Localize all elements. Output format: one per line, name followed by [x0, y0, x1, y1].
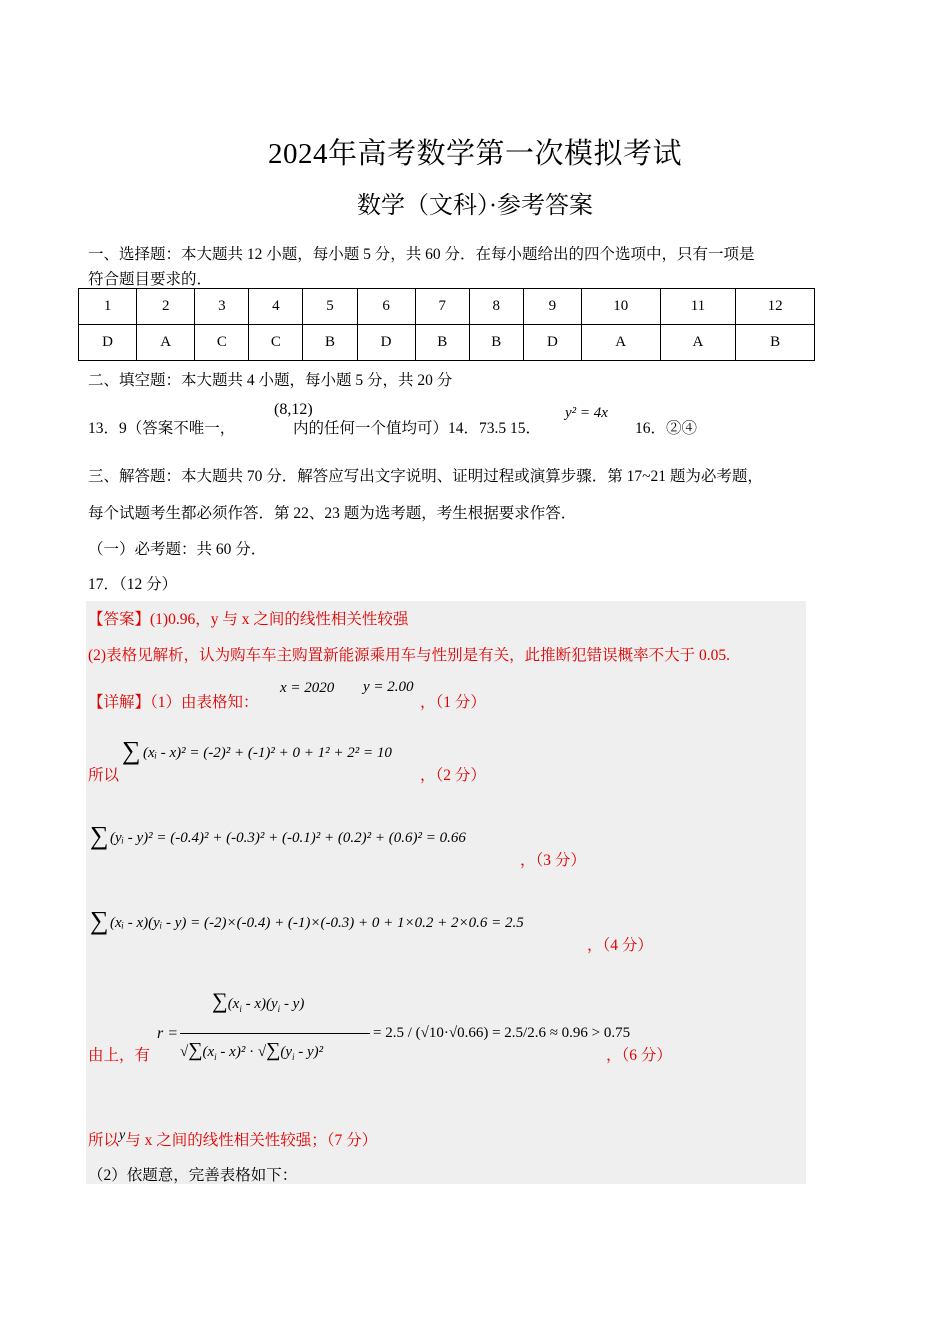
conclusion-line: [88, 1128, 377, 1150]
answer-table-answer-row: [79, 325, 815, 361]
q15-formula: y² = 4x: [565, 405, 608, 421]
table-cell: A: [137, 325, 195, 361]
table-cell: 12: [736, 289, 815, 325]
conclusion-prefix: 所以: [88, 1132, 120, 1149]
conclusion-text: 与 x 之间的线性相关性较强；（7 分）: [125, 1132, 378, 1149]
answer-line2: (2)表格见解析，认为购车车主购置新能源乘用车与性别是有关，此推断犯错误概率不大于 0.05.: [88, 647, 730, 664]
y-symbol: y: [119, 1128, 126, 1143]
table-cell: D: [523, 325, 581, 361]
part2-text: （2）依题意，完善表格如下：: [88, 1167, 298, 1184]
section1-intro-line2: 符合题目要求的．: [88, 271, 213, 288]
r-numerator: $\sum(x_i - x)(y_i - y)$: [212, 988, 305, 1014]
r-value-chain: = 2.5 / (√10·√0.66) = 2.5/2.6 ≈ 0.96 > 0.75: [373, 1025, 631, 1041]
table-cell: 11: [660, 289, 736, 325]
q16-answer: 16．②④: [635, 420, 698, 437]
table-cell: 2: [137, 289, 195, 325]
table-cell: D: [357, 325, 415, 361]
table-cell: 10: [581, 289, 660, 325]
table-cell: 8: [469, 289, 523, 325]
sum2-sigma-icon: ∑: [90, 821, 109, 850]
table-cell: B: [415, 325, 469, 361]
xbar-equation: x = 2020: [280, 680, 335, 696]
table-cell: C: [249, 325, 303, 361]
answer-table-number-row: [79, 289, 815, 325]
sum3-formula: (xᵢ - x)(yᵢ - y) = (-2)×(-0.4) + (-1)×(-0.3) + 0 + 1×0.2 + 2×0.6 = 2.5: [110, 915, 524, 931]
q13-prefix: 13．9（答案不唯一，: [88, 420, 236, 437]
suoyi-label: 所以: [88, 767, 120, 784]
table-cell: A: [581, 325, 660, 361]
required-section-heading: （一）必考题：共 60 分．: [88, 541, 267, 558]
page-subtitle: 数学（文科）·参考答案: [357, 193, 593, 219]
detail-tag: 【详解】: [88, 694, 151, 711]
answer-line1: [88, 607, 408, 629]
step3-score: ，（3 分）: [520, 852, 586, 869]
answer1-text: (1)0.96，y 与 x 之间的线性相关性较强: [150, 611, 409, 628]
r-label: r =: [157, 1025, 179, 1042]
table-cell: 4: [249, 289, 303, 325]
table-cell: 5: [303, 289, 357, 325]
step2-score: ，（2 分）: [420, 767, 486, 784]
table-cell: 3: [195, 289, 249, 325]
section3-intro-line2: 每个试题考生都必须作答．第 22、23 题为选考题，考生根据要求作答．: [88, 505, 577, 522]
section2-intro: 二、填空题：本大题共 4 小题，每小题 5 分，共 20 分: [88, 372, 453, 389]
table-cell: B: [736, 325, 815, 361]
sum1-sigma-icon: ∑: [122, 736, 141, 765]
youshang-label: 由上，有: [88, 1047, 151, 1064]
q17-header: 17．（12 分）: [88, 576, 178, 593]
table-cell: C: [195, 325, 249, 361]
sum3-sigma-icon: ∑: [90, 906, 109, 935]
answer-tag: 【答案】: [88, 611, 151, 628]
step4-score: ，（4 分）: [587, 937, 653, 954]
ybar-equation: y = 2.00: [363, 679, 414, 695]
step6-score: ，（6 分）: [606, 1047, 672, 1064]
table-cell: 9: [523, 289, 581, 325]
table-cell: B: [303, 325, 357, 361]
step1-score: ，（1 分）: [420, 694, 486, 711]
table-cell: 1: [79, 289, 137, 325]
q13-suffix: 内的任何一个值均可）14．73.5 15．: [293, 420, 542, 437]
detail-line1: [88, 690, 259, 712]
section3-intro-line1: 三、解答题：本大题共 70 分．解答应写出文字说明、证明过程或演算步骤．第 17~21 题为必考题，: [88, 468, 763, 485]
table-cell: D: [79, 325, 137, 361]
table-cell: 7: [415, 289, 469, 325]
section1-intro-line1: 一、选择题：本大题共 12 小题，每小题 5 分，共 60 分．在每小题给出的四个选项中，只有一项是: [88, 246, 755, 263]
r-fraction-bar: [180, 1033, 370, 1034]
table-cell: A: [660, 325, 736, 361]
sum2-formula: (yᵢ - y)² = (-0.4)² + (-0.3)² + (-0.1)² + (0.2)² + (0.6)² = 0.66: [110, 830, 466, 846]
q13-interval: (8,12): [274, 401, 313, 418]
r-denominator: $√\sum(x_i - x)^2 \cdot √\sum(y_i - y)^2$: [180, 1039, 324, 1062]
page-title: 2024年高考数学第一次模拟考试: [267, 138, 682, 170]
answer-block: [86, 601, 806, 1184]
detail1-text: （1）由表格知：: [150, 694, 259, 711]
table-cell: 6: [357, 289, 415, 325]
sum1-formula: (xᵢ - x)² = (-2)² + (-1)² + 0 + 1² + 2² = 10: [143, 745, 392, 761]
answer-table: [78, 288, 815, 361]
table-cell: B: [469, 325, 523, 361]
